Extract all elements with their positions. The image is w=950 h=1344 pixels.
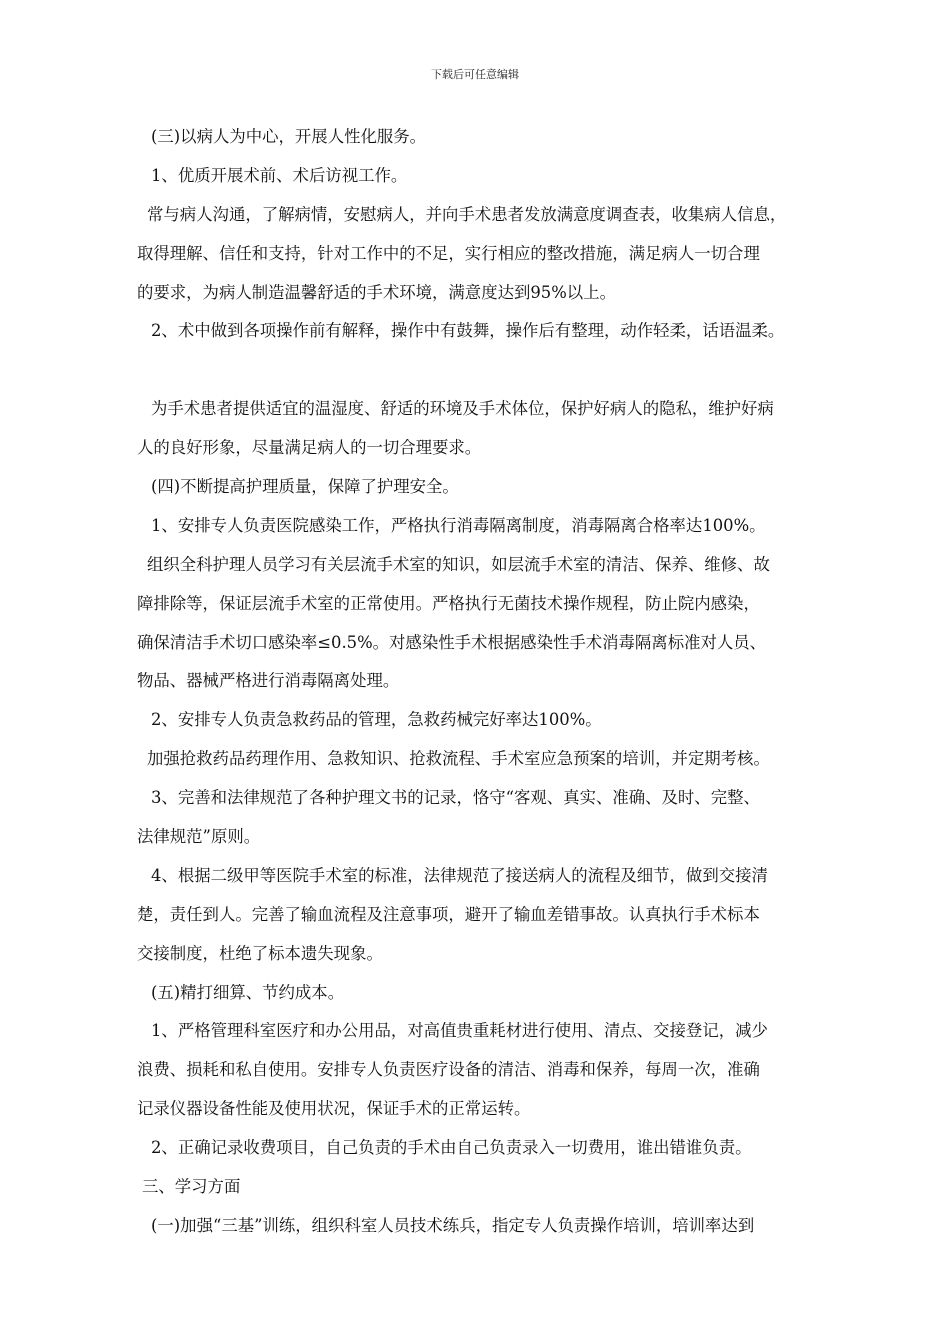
paragraph-line: 2、正确记录收费项目，自己负责的手术由自己负责录入一切费用，谁出错谁负责。 [151,1138,752,1158]
paragraph-line: 法律规范”原则。 [137,827,261,847]
section-heading: (四)不断提高护理质量，保障了护理安全。 [151,477,459,497]
blank-line [137,351,897,390]
page-header: 下载后可任意编辑 [431,68,519,81]
paragraph-line: 物品、器械严格进行消毒隔离处理。 [137,671,400,691]
paragraph-line: 记录仪器设备性能及使用状况，保证手术的正常运转。 [137,1099,531,1119]
paragraph-line: 人的良好形象，尽量满足病人的一切合理要求。 [137,438,482,458]
paragraph-line: 2、术中做到各项操作前有解释，操作中有鼓舞，操作后有整理，动作轻柔，话语温柔。 [151,321,785,341]
paragraph-line: 障排除等，保证层流手术室的正常使用。严格执行无菌技术操作规程，防止院内感染， [137,593,760,613]
paragraph-line: 2、安排专人负责急救药品的管理，急救药械完好率达100%。 [151,710,602,730]
paragraph-line: 的要求，为病人制造温馨舒适的手术环境，满意度达到95%以上。 [137,282,616,302]
paragraph-line: 3、完善和法律规范了各种护理文书的记录，恪守“客观、真实、准确、及时、完整、 [151,788,760,808]
paragraph-line: 取得理解、信任和支持，针对工作中的不足，实行相应的整改措施，满足病人一切合理 [137,243,760,263]
paragraph-line: 交接制度，杜绝了标本遗失现象。 [137,943,383,963]
document-body [137,118,897,1246]
paragraph-line: 1、安排专人负责医院感染工作，严格执行消毒隔离制度，消毒隔离合格率达100%。 [151,515,766,535]
paragraph-line: 组织全科护理人员学习有关层流手术室的知识，如层流手术室的清洁、保养、维修、故 [147,554,770,574]
paragraph-line: 4、根据二级甲等医院手术室的标准，法律规范了接送病人的流程及细节，做到交接清 [151,865,768,885]
section-heading: (三)以病人为中心，开展人性化服务。 [151,127,427,146]
paragraph-line: 1、优质开展术前、术后访视工作。 [151,165,408,185]
section-heading: 三、学习方面 [142,1177,241,1197]
paragraph-line: 常与病人沟通，了解病情，安慰病人，并向手术患者发放满意度调查表，收集病人信息， [147,204,787,224]
paragraph-line: (一)加强“三基”训练，组织科室人员技术练兵，指定专人负责操作培训，培训率达到 [151,1215,755,1235]
section-heading: (五)精打细算、节约成本。 [151,982,345,1002]
paragraph-line: 确保清洁手术切口感染率≤0.5%。对感染性手术根据感染性手术消毒隔离标准对人员、 [137,632,767,652]
paragraph-line: 1、严格管理科室医疗和办公用品，对高值贵重耗材进行使用、清点、交接登记，减少 [151,1021,768,1041]
paragraph-line: 浪费、损耗和私自使用。安排专人负责医疗设备的清洁、消毒和保养，每周一次，准确 [137,1060,760,1080]
paragraph-line: 为手术患者提供适宜的温湿度、舒适的环境及手术体位，保护好病人的隐私，维护好病 [151,399,774,419]
paragraph-line: 楚，责任到人。完善了输血流程及注意事项，避开了输血差错事故。认真执行手术标本 [137,904,760,924]
paragraph-line: 加强抢救药品药理作用、急救知识、抢救流程、手术室应急预案的培训，并定期考核。 [147,749,770,769]
